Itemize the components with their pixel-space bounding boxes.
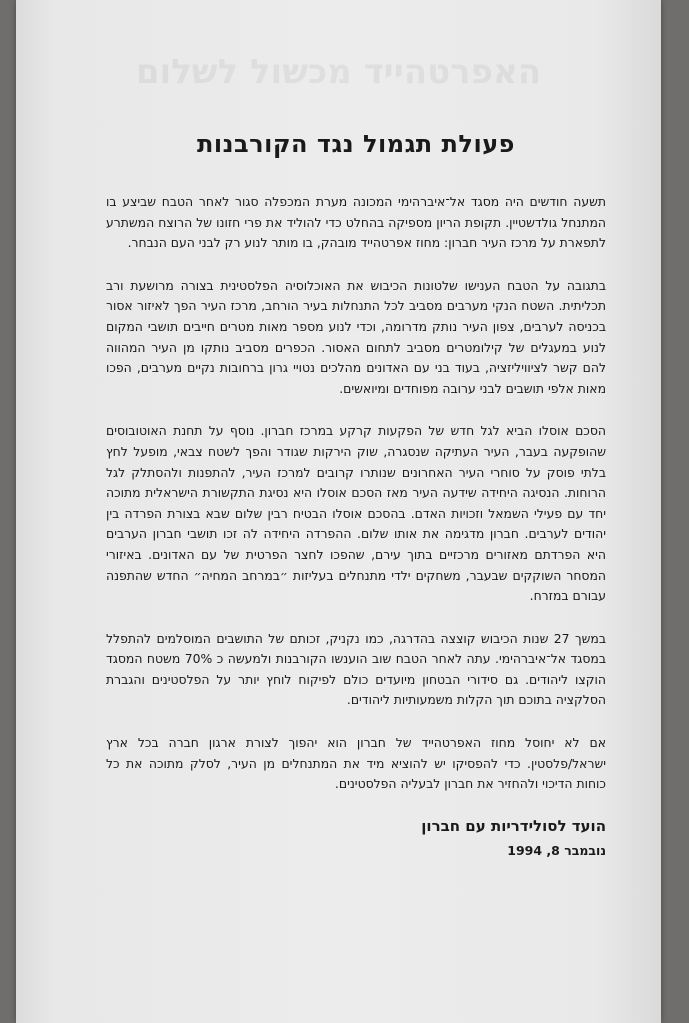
signature: הועד לסולידריות עם חברון bbox=[421, 816, 606, 835]
paragraph-5: אם לא יחוסל מחוז האפרטהייד של חברון הוא יהפוך לצורת ארגון חברה בכל ארץ ישראל/פלסטין. כדי להפסיקו יש להוציא מיד את המתנחלים מן העיר, לסלק מתוכה את כל כוחות הדיכוי ולהחזיר את חברון לבעליה הפלסטינים. bbox=[106, 735, 606, 792]
page-title: פעולת תגמול נגד הקורבנות bbox=[197, 130, 515, 158]
paragraph-2: בתגובה על הטבח הענישו שלטונות הכיבוש את האוכלוסיה הפלסטינית בצורה מרושעת ורב תכליתית. השטח הנקי מערבים מסביב לכל התנחלות בעיר הורחב, מרכז העיר הפך לאיזור אסור בכניסה לערבים, צפון העיר נותק מדרומה, וכדי לנוע מספר מאות מטרים חייבים תושבי המקום לנוע במעגלים של קילומטרים מסביב לתחום האסור. הכפרים מסביב נותקו מן העיר המהווה להם קשר לציוויליזציה, בעוד בני עם האדונים מהלכים נטויי גרון ברחובות נקיים מערבים, הפכו מאות אלפי תושבים לבני ערובה מפוחדים ומיואשים. bbox=[106, 277, 606, 396]
paragraph-1: תשעה חודשים היה מסגד אל־איברהימי המכונה מערת המכפלה סגור לאחר הטבח שביצע בו המתנחל גולדשטיין. תקופת הריון מספיקה בהחלט כדי להוליד את פרי חזונו של הרוצח המשתרע לתפארת על מרכז העיר חברון: מחוז אפרטהייד מובהק, בו מותר לנוע רק לבני העם הנבחר. bbox=[106, 194, 606, 251]
date: נובמבר 8, 1994 bbox=[507, 842, 606, 858]
book-page bbox=[16, 0, 661, 1023]
page-content bbox=[106, 130, 606, 858]
paragraph-4: במשך 27 שנות הכיבוש קוצצה בהדרגה, כמו נקניק, זכותם של התושבים המוסלמים להתפלל במסגד אל־איברהימי. עתה לאחר הטבח שוב הוענשו הקורבנות ולמעשה כ 70% משטח המסגד הוקצו ליהודים. גם סידורי הבטחון מיועדים כולם לפיקוח לוחץ יותר על הפלסטינים והגברת הסלקציה בתוכם תוך הקלות משמעותיות ליהודים. bbox=[106, 630, 607, 708]
bleed-through-heading: האפרטהייד מכשול לשלום bbox=[135, 52, 542, 92]
paragraph-3: הסכם אוסלו הביא לגל חדש של הפקעות קרקע במרכז חברון. נוסף על תחנת האוטובוסים שהופקעה בעבר, העיר העתיקה שנסגרה, שוק הירקות שגודר והפך לשטח צבאי, מופעל לחץ בלתי פוסק על סוחרי העיר האחרונים שנותרו קרובים למרכז העיר, להתפנות ולהסתלק לגל הרוחות. הנסיגה היחידה שידעה העיר מאז הסכם אוסלו היא נסיגת התקשורת הישראלית מתוכה יחד עם פעילי השמאל וזכויות האדם. בהסכם אוסלו הבטיח רבין שלום שבא בצורת הפרדה בין יהודים לערבים. חברון מדגימה את אותו שלום. ההפרדה היחידה לה זכו תושבי חברון הערבים היא הפרדתם מאזורים מרכזיים בתוך עירם, שהפכו לחצר הפרטית של עם האדונים. באיזורי המסחר השוקקים שבעבר, משחקים ילדי מתנחלים בעליזות ״במרחב המחיה״ החדש שהתפנה עבורם במזרח. bbox=[106, 423, 606, 604]
